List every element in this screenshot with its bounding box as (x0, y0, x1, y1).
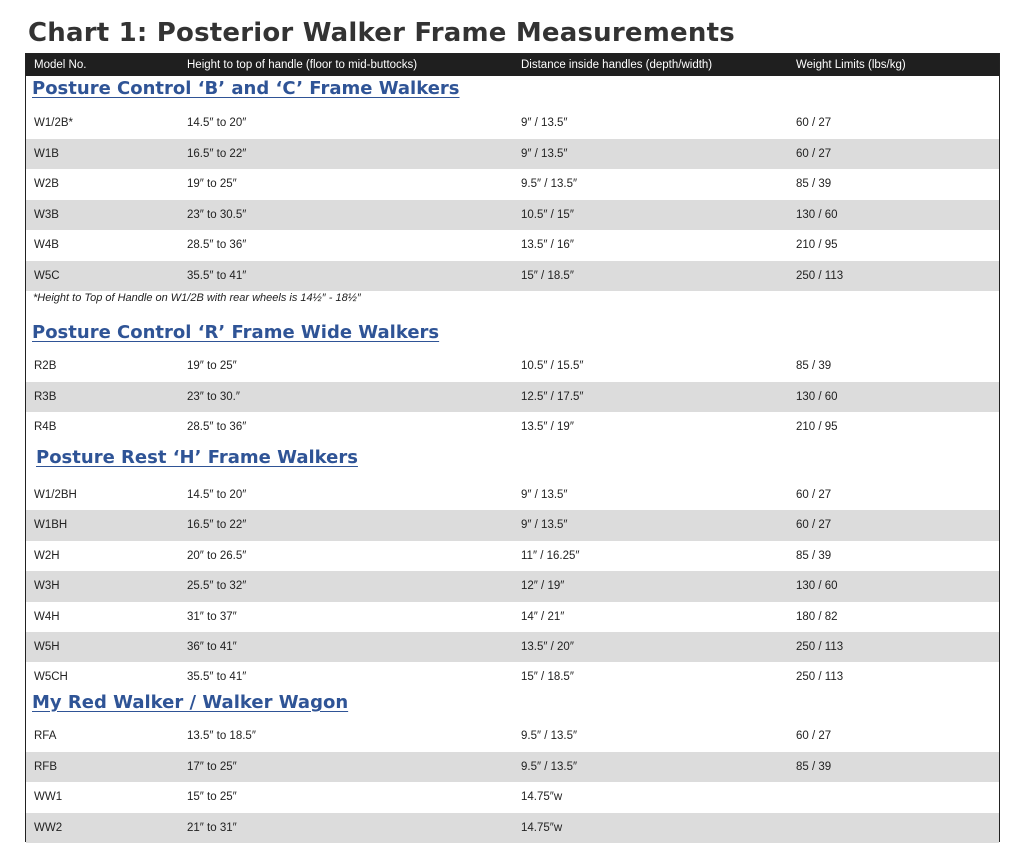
height-cell: 25.5″ to 32″ (187, 580, 247, 593)
distance-cell: 10.5″ / 15.5″ (521, 360, 584, 372)
weight-cell: 60 / 27 (796, 730, 832, 742)
distance-cell: 11″ / 16.25″ (521, 549, 580, 562)
weight-cell: 130 / 60 (796, 208, 838, 221)
table-row (26, 108, 999, 139)
table-row (26, 632, 999, 662)
table-row (26, 510, 999, 540)
column-header-height: Height to top of handle (floor to mid-buttocks) (187, 59, 418, 71)
distance-cell: 14.75″w (521, 791, 563, 803)
height-cell: 14.5″ to 20″ (187, 489, 247, 501)
distance-cell: 12.5″ / 17.5″ (521, 390, 584, 403)
distance-cell: 9.5″ / 13.5″ (521, 178, 578, 190)
model-cell: R2B (34, 360, 57, 372)
column-header-weight: Weight Limits (lbs/kg) (796, 59, 906, 71)
distance-cell: 15″ / 18.5″ (521, 269, 574, 282)
weight-cell: 85 / 39 (796, 178, 832, 190)
model-cell: RFA (34, 730, 57, 742)
weight-cell: 85 / 39 (796, 360, 832, 372)
model-cell: W4H (34, 610, 60, 623)
section-title: My Red Walker / Walker Wagon (32, 692, 349, 713)
model-cell: W5C (34, 269, 60, 282)
model-cell: W1BH (34, 519, 68, 532)
model-cell: W1B (34, 147, 59, 160)
section-title: Posture Control ‘B’ and ‘C’ Frame Walkers (32, 78, 460, 99)
model-cell: W2H (34, 549, 60, 562)
section-title: Posture Rest ‘H’ Frame Walkers (36, 447, 358, 468)
table-row (26, 139, 999, 170)
measurements-table (25, 53, 1000, 842)
model-cell: RFB (34, 760, 57, 773)
height-cell: 31″ to 37″ (187, 610, 237, 623)
table-row (26, 662, 999, 692)
distance-cell: 9.5″ / 13.5″ (521, 730, 578, 742)
weight-cell: 130 / 60 (796, 390, 838, 403)
weight-cell: 60 / 27 (796, 147, 832, 160)
model-cell: R3B (34, 390, 57, 403)
table-row (26, 721, 999, 752)
weight-cell: 250 / 113 (796, 269, 844, 282)
model-cell: W1/2BH (34, 489, 77, 501)
model-cell: W5H (34, 641, 60, 653)
distance-cell: 13.5″ / 16″ (521, 239, 574, 251)
weight-cell: 60 / 27 (796, 117, 832, 129)
table-row (26, 752, 999, 783)
height-cell: 14.5″ to 20″ (187, 117, 247, 129)
table-row (26, 602, 999, 632)
model-cell: W1/2B* (34, 117, 73, 129)
model-cell: WW2 (34, 821, 63, 834)
table-row (26, 782, 999, 813)
distance-cell: 12″ / 19″ (521, 580, 565, 593)
weight-cell: 60 / 27 (796, 519, 832, 532)
distance-cell: 13.5″ / 20″ (521, 641, 574, 653)
height-cell: 13.5″ to 18.5″ (187, 730, 256, 742)
height-cell: 23″ to 30.5″ (187, 208, 247, 221)
height-cell: 28.5″ to 36″ (187, 239, 247, 251)
model-cell: WW1 (34, 791, 63, 803)
footnote: *Height to Top of Handle on W1/2B with rear wheels is 14½″ - 18½″ (33, 292, 361, 304)
table-row (26, 169, 999, 200)
distance-cell: 14″ / 21″ (521, 610, 565, 623)
height-cell: 36″ to 41″ (187, 641, 237, 653)
table-row (26, 200, 999, 231)
table-header (26, 54, 999, 76)
table-row (26, 351, 999, 382)
weight-cell: 250 / 113 (796, 641, 844, 653)
table-row (26, 541, 999, 571)
distance-cell: 9″ / 13.5″ (521, 147, 568, 160)
weight-cell: 180 / 82 (796, 610, 838, 623)
distance-cell: 15″ / 18.5″ (521, 671, 574, 684)
height-cell: 35.5″ to 41″ (187, 269, 247, 282)
weight-cell: 85 / 39 (796, 549, 832, 562)
height-cell: 23″ to 30.″ (187, 390, 240, 403)
model-cell: W5CH (34, 671, 68, 684)
table-row (26, 480, 999, 510)
distance-cell: 13.5″ / 19″ (521, 421, 574, 433)
height-cell: 17″ to 25″ (187, 760, 237, 773)
weight-cell: 130 / 60 (796, 580, 838, 593)
model-cell: W4B (34, 239, 59, 251)
model-cell: W3H (34, 580, 60, 593)
table-row (26, 813, 999, 844)
height-cell: 16.5″ to 22″ (187, 519, 247, 532)
column-header-model: Model No. (34, 59, 87, 71)
weight-cell: 85 / 39 (796, 760, 832, 773)
table-row (26, 261, 999, 292)
section-title: Posture Control ‘R’ Frame Wide Walkers (32, 322, 440, 343)
page-title: Chart 1: Posterior Walker Frame Measurements (28, 18, 735, 48)
weight-cell: 210 / 95 (796, 239, 838, 251)
model-cell: W3B (34, 208, 59, 221)
distance-cell: 14.75″w (521, 821, 563, 834)
model-cell: R4B (34, 421, 57, 433)
weight-cell: 250 / 113 (796, 671, 844, 684)
distance-cell: 9″ / 13.5″ (521, 117, 568, 129)
distance-cell: 9″ / 13.5″ (521, 489, 568, 501)
height-cell: 28.5″ to 36″ (187, 421, 247, 433)
height-cell: 35.5″ to 41″ (187, 671, 247, 684)
model-cell: W2B (34, 178, 59, 190)
table-row (26, 382, 999, 413)
table-row (26, 230, 999, 261)
height-cell: 16.5″ to 22″ (187, 147, 247, 160)
table-row (26, 412, 999, 443)
distance-cell: 10.5″ / 15″ (521, 208, 574, 221)
weight-cell: 60 / 27 (796, 489, 832, 501)
column-header-distance: Distance inside handles (depth/width) (521, 59, 713, 71)
height-cell: 19″ to 25″ (187, 178, 237, 190)
height-cell: 19″ to 25″ (187, 360, 237, 372)
distance-cell: 9″ / 13.5″ (521, 519, 568, 532)
height-cell: 21″ to 31″ (187, 821, 237, 834)
weight-cell: 210 / 95 (796, 421, 838, 433)
height-cell: 15″ to 25″ (187, 791, 237, 803)
table-row (26, 571, 999, 601)
height-cell: 20″ to 26.5″ (187, 549, 247, 562)
distance-cell: 9.5″ / 13.5″ (521, 760, 578, 773)
